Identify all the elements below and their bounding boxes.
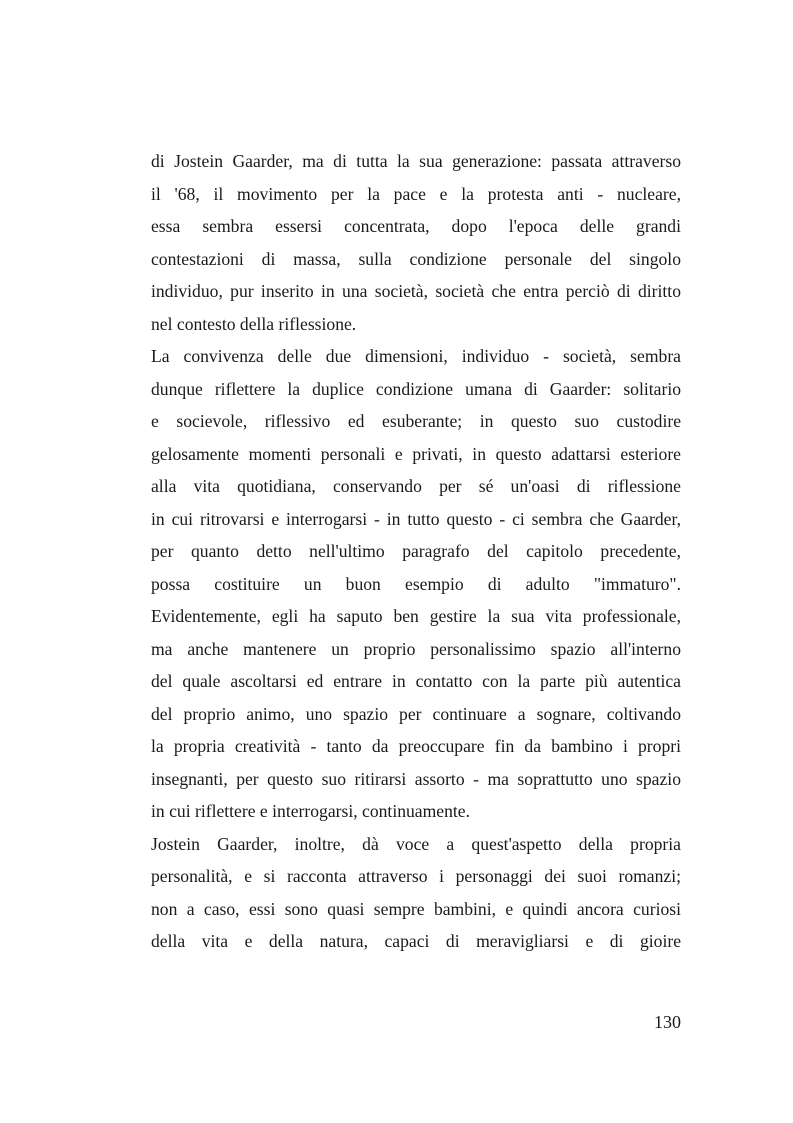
text-line: non a caso, essi sono quasi sempre bambini, e quindi ancora curiosi	[151, 898, 681, 919]
text-line: ma anche mantenere un proprio personalissimo spazio all'interno	[151, 638, 681, 659]
text-line: nel contesto della riflessione.	[151, 313, 357, 334]
page-number: 130	[654, 1012, 681, 1032]
text-line: Jostein Gaarder, inoltre, dà voce a quest'aspetto della propria	[151, 833, 681, 854]
text-line: possa costituire un buon esempio di adulto "immaturo".	[151, 573, 681, 594]
text-line: la propria creatività - tanto da preoccupare fin da bambino i propri	[151, 736, 681, 756]
text-line: in cui ritrovarsi e interrogarsi - in tutto questo - ci sembra che Gaarder,	[151, 508, 681, 529]
text-line: individuo, pur inserito in una società, società che entra perciò di diritto	[151, 281, 681, 301]
text-line: contestazioni di massa, sulla condizione personale del singolo	[151, 248, 681, 269]
text-line: di Jostein Gaarder, ma di tutta la sua generazione: passata attraverso	[151, 151, 681, 171]
paragraph	[151, 340, 681, 828]
text-line: personalità, e si racconta attraverso i personaggi dei suoi romanzi;	[151, 866, 681, 886]
text-line: gelosamente momenti personali e privati, in questo adattarsi esteriore	[151, 443, 681, 464]
text-line: il '68, il movimento per la pace e la protesta anti - nucleare,	[151, 183, 681, 204]
text-line: del proprio animo, uno spazio per continuare a sognare, coltivando	[151, 703, 681, 724]
text-line: La convivenza delle due dimensioni, individuo - società, sembra	[151, 346, 681, 366]
body-text	[151, 145, 681, 958]
text-line: dunque riflettere la duplice condizione umana di Gaarder: solitario	[151, 378, 681, 399]
text-line: alla vita quotidiana, conservando per sé un'oasi di riflessione	[151, 476, 681, 496]
text-line: della vita e della natura, capaci di meravigliarsi e di gioire	[151, 931, 681, 951]
text-line: insegnanti, per questo suo ritirarsi assorto - ma soprattutto uno spazio	[151, 768, 681, 789]
paragraph	[151, 145, 681, 340]
text-line: e socievole, riflessivo ed esuberante; in questo suo custodire	[151, 411, 681, 431]
text-line: per quanto detto nell'ultimo paragrafo del capitolo precedente,	[151, 541, 681, 561]
text-line: essa sembra essersi concentrata, dopo l'epoca delle grandi	[151, 216, 681, 236]
text-line: del quale ascoltarsi ed entrare in contatto con la parte più autentica	[151, 671, 681, 691]
text-line: in cui riflettere e interrogarsi, continuamente.	[151, 801, 470, 821]
paragraph	[151, 828, 681, 958]
text-line: Evidentemente, egli ha saputo ben gestire la sua vita professionale,	[151, 606, 681, 626]
